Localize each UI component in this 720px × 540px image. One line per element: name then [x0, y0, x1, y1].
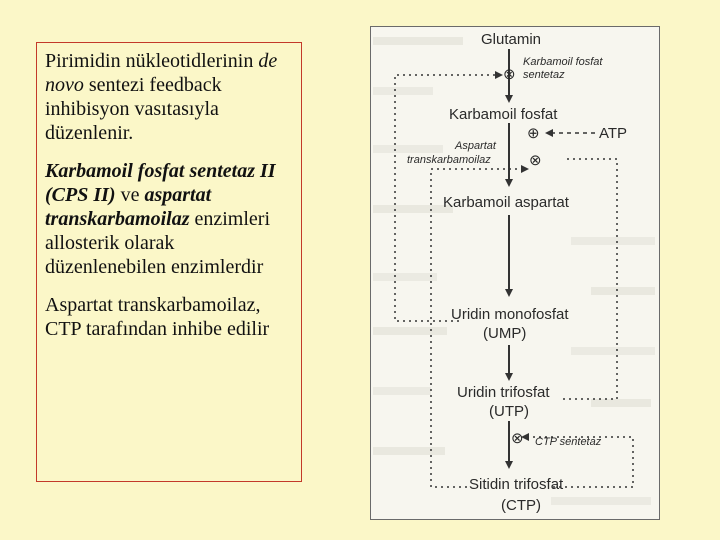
p1-text-c: sentezi feedback inhibisyon vasıtasıyla düzenlenir. [45, 74, 222, 144]
p2-rest: enzimleri allosterik olarak düzenlenebilen enzimlerdir [45, 208, 271, 278]
enzyme-cps-line1: Karbamoil fosfat [523, 56, 603, 68]
atp-label: ATP [599, 125, 628, 142]
p1-de-novo: de novo [45, 50, 278, 96]
p2-ve: ve [115, 184, 145, 206]
node-karbamoil-aspartat: Karbamoil aspartat [443, 194, 569, 211]
node-glutamin: Glutamin [481, 31, 542, 48]
enzyme-cps-line2: sentetaz [523, 69, 565, 81]
node-ctp-abbr: (CTP) [501, 497, 541, 514]
enzyme-atc-line1: Aspartat [455, 140, 496, 152]
activate-atp-symbol: ⊕ [527, 125, 540, 142]
inhibit-ctps-symbol: ⊗ [511, 430, 524, 447]
node-ump-name: Uridin monofosfat [451, 306, 569, 323]
pathway-svg [371, 27, 660, 520]
node-utp-abbr: (UTP) [489, 403, 529, 420]
text-panel [36, 42, 302, 482]
paragraph-1 [45, 49, 295, 145]
pathway-diagram [370, 26, 660, 520]
feedback-utp-to-atc [563, 159, 617, 399]
node-utp-name: Uridin trifosfat [457, 384, 550, 401]
paragraph-3: Aspartat transkarbamoilaz, CTP tarafından inhibe edilir [45, 294, 270, 340]
enzyme-atc-line2: transkarbamoilaz [407, 154, 491, 166]
inhibit-atc-symbol: ⊗ [529, 152, 542, 169]
p2-cps: Karbamoil fosfat sentetaz II (CPS II) [45, 160, 276, 206]
p1-text-a: Pirimidin nükleotidlerinin [45, 50, 254, 72]
paragraph-2 [45, 159, 295, 279]
node-karbamoil-fosfat: Karbamoil fosfat [449, 106, 558, 123]
inhibit-cps-symbol: ⊗ [503, 66, 516, 83]
p2-atc: aspartat transkarbamoilaz [45, 184, 212, 230]
enzyme-ctp-sentetaz: CTP sentetaz [535, 436, 602, 448]
node-ctp-name: Sitidin trifosfat [469, 476, 564, 493]
node-ump-abbr: (UMP) [483, 325, 527, 342]
